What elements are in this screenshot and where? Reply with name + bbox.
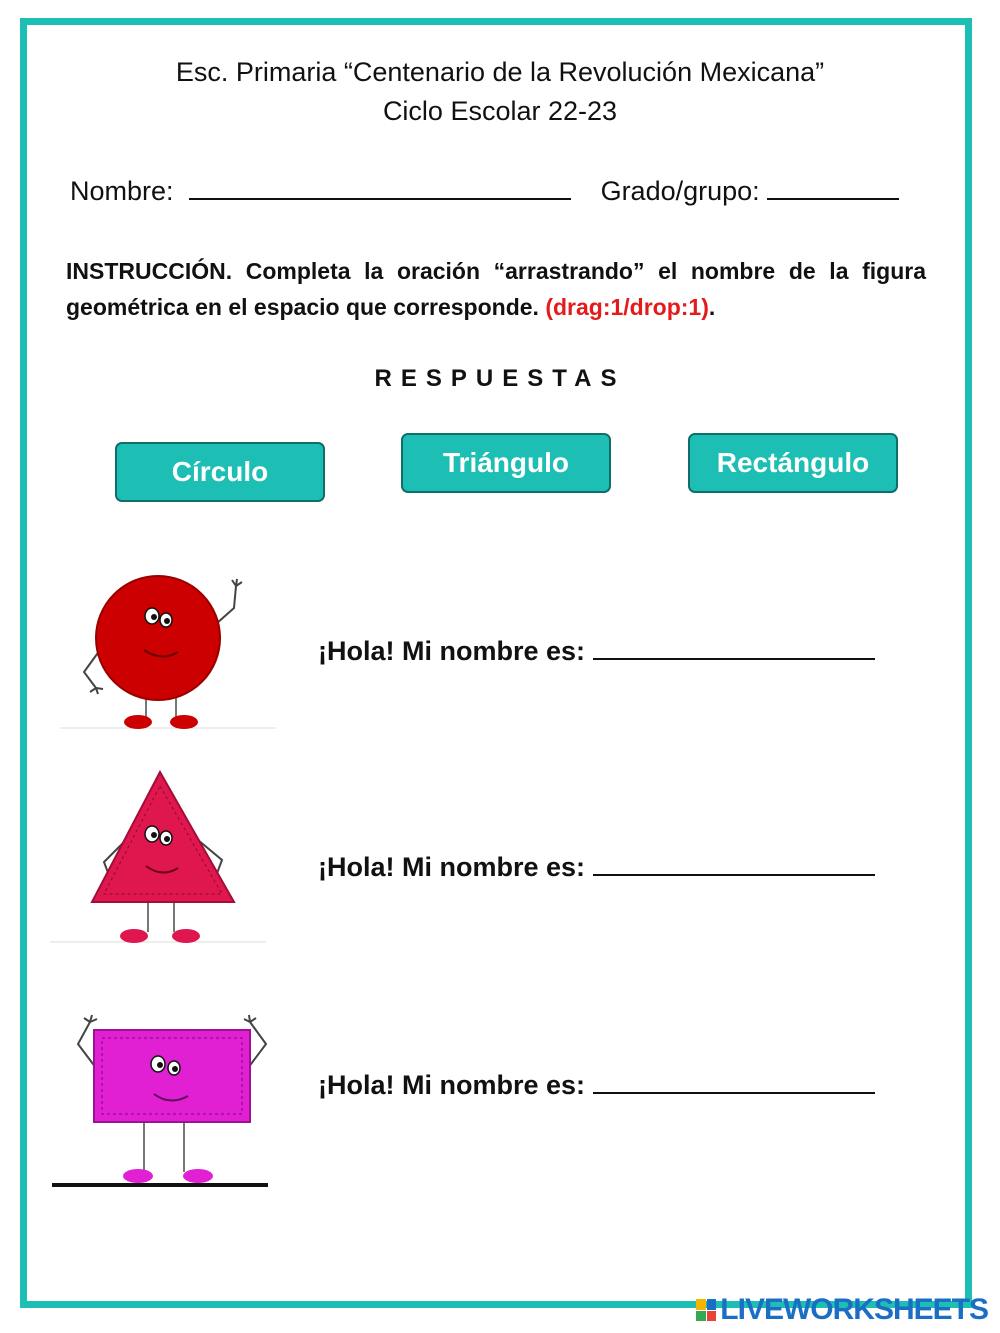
- instruction-lead: INSTRUCCIÓN.: [66, 258, 233, 284]
- sentence-circle: [318, 636, 875, 667]
- sentence-triangle: [318, 852, 875, 883]
- sentence-rectangle-text: ¡Hola! Mi nombre es:: [318, 1070, 586, 1100]
- drop-zone-rectangle[interactable]: [593, 1070, 875, 1094]
- name-label: Nombre:: [70, 176, 174, 206]
- student-fields: [70, 174, 899, 207]
- drop-zone-circle[interactable]: [593, 636, 875, 660]
- school-cycle: Ciclo Escolar 22-23: [382, 96, 618, 126]
- instruction-text: [66, 253, 926, 325]
- answer-chip-triangulo[interactable]: Triángulo: [401, 433, 611, 493]
- school-name: Esc. Primaria “Centenario de la Revolución Mexicana”: [175, 57, 825, 87]
- circle-character-image: [58, 572, 278, 732]
- rectangle-character-image: [50, 1008, 272, 1192]
- grade-field[interactable]: [767, 174, 899, 200]
- instruction-code: (drag:1/drop:1): [545, 294, 709, 320]
- grade-label: Grado/grupo:: [600, 176, 760, 206]
- liveworksheets-icon: [696, 1299, 716, 1321]
- instruction-body: Completa la oración “arrastrando” el nombre de la figura geométrica en el espacio que corresponde.: [66, 258, 926, 320]
- sentence-rectangle: [318, 1070, 875, 1101]
- triangle-character-image: [48, 768, 270, 946]
- drop-zone-triangle[interactable]: [593, 852, 875, 876]
- liveworksheets-logo: [696, 1293, 988, 1327]
- instruction-end: .: [708, 294, 716, 320]
- sentence-triangle-text: ¡Hola! Mi nombre es:: [318, 852, 586, 882]
- answer-chip-circulo[interactable]: Círculo: [115, 442, 325, 502]
- answer-chip-rectangulo[interactable]: Rectángulo: [688, 433, 898, 493]
- liveworksheets-brand: LIVEWORKSHEETS: [720, 1293, 988, 1326]
- answers-title: RESPUESTAS: [374, 365, 626, 392]
- sentence-circle-text: ¡Hola! Mi nombre es:: [318, 636, 586, 666]
- name-field[interactable]: [189, 174, 571, 200]
